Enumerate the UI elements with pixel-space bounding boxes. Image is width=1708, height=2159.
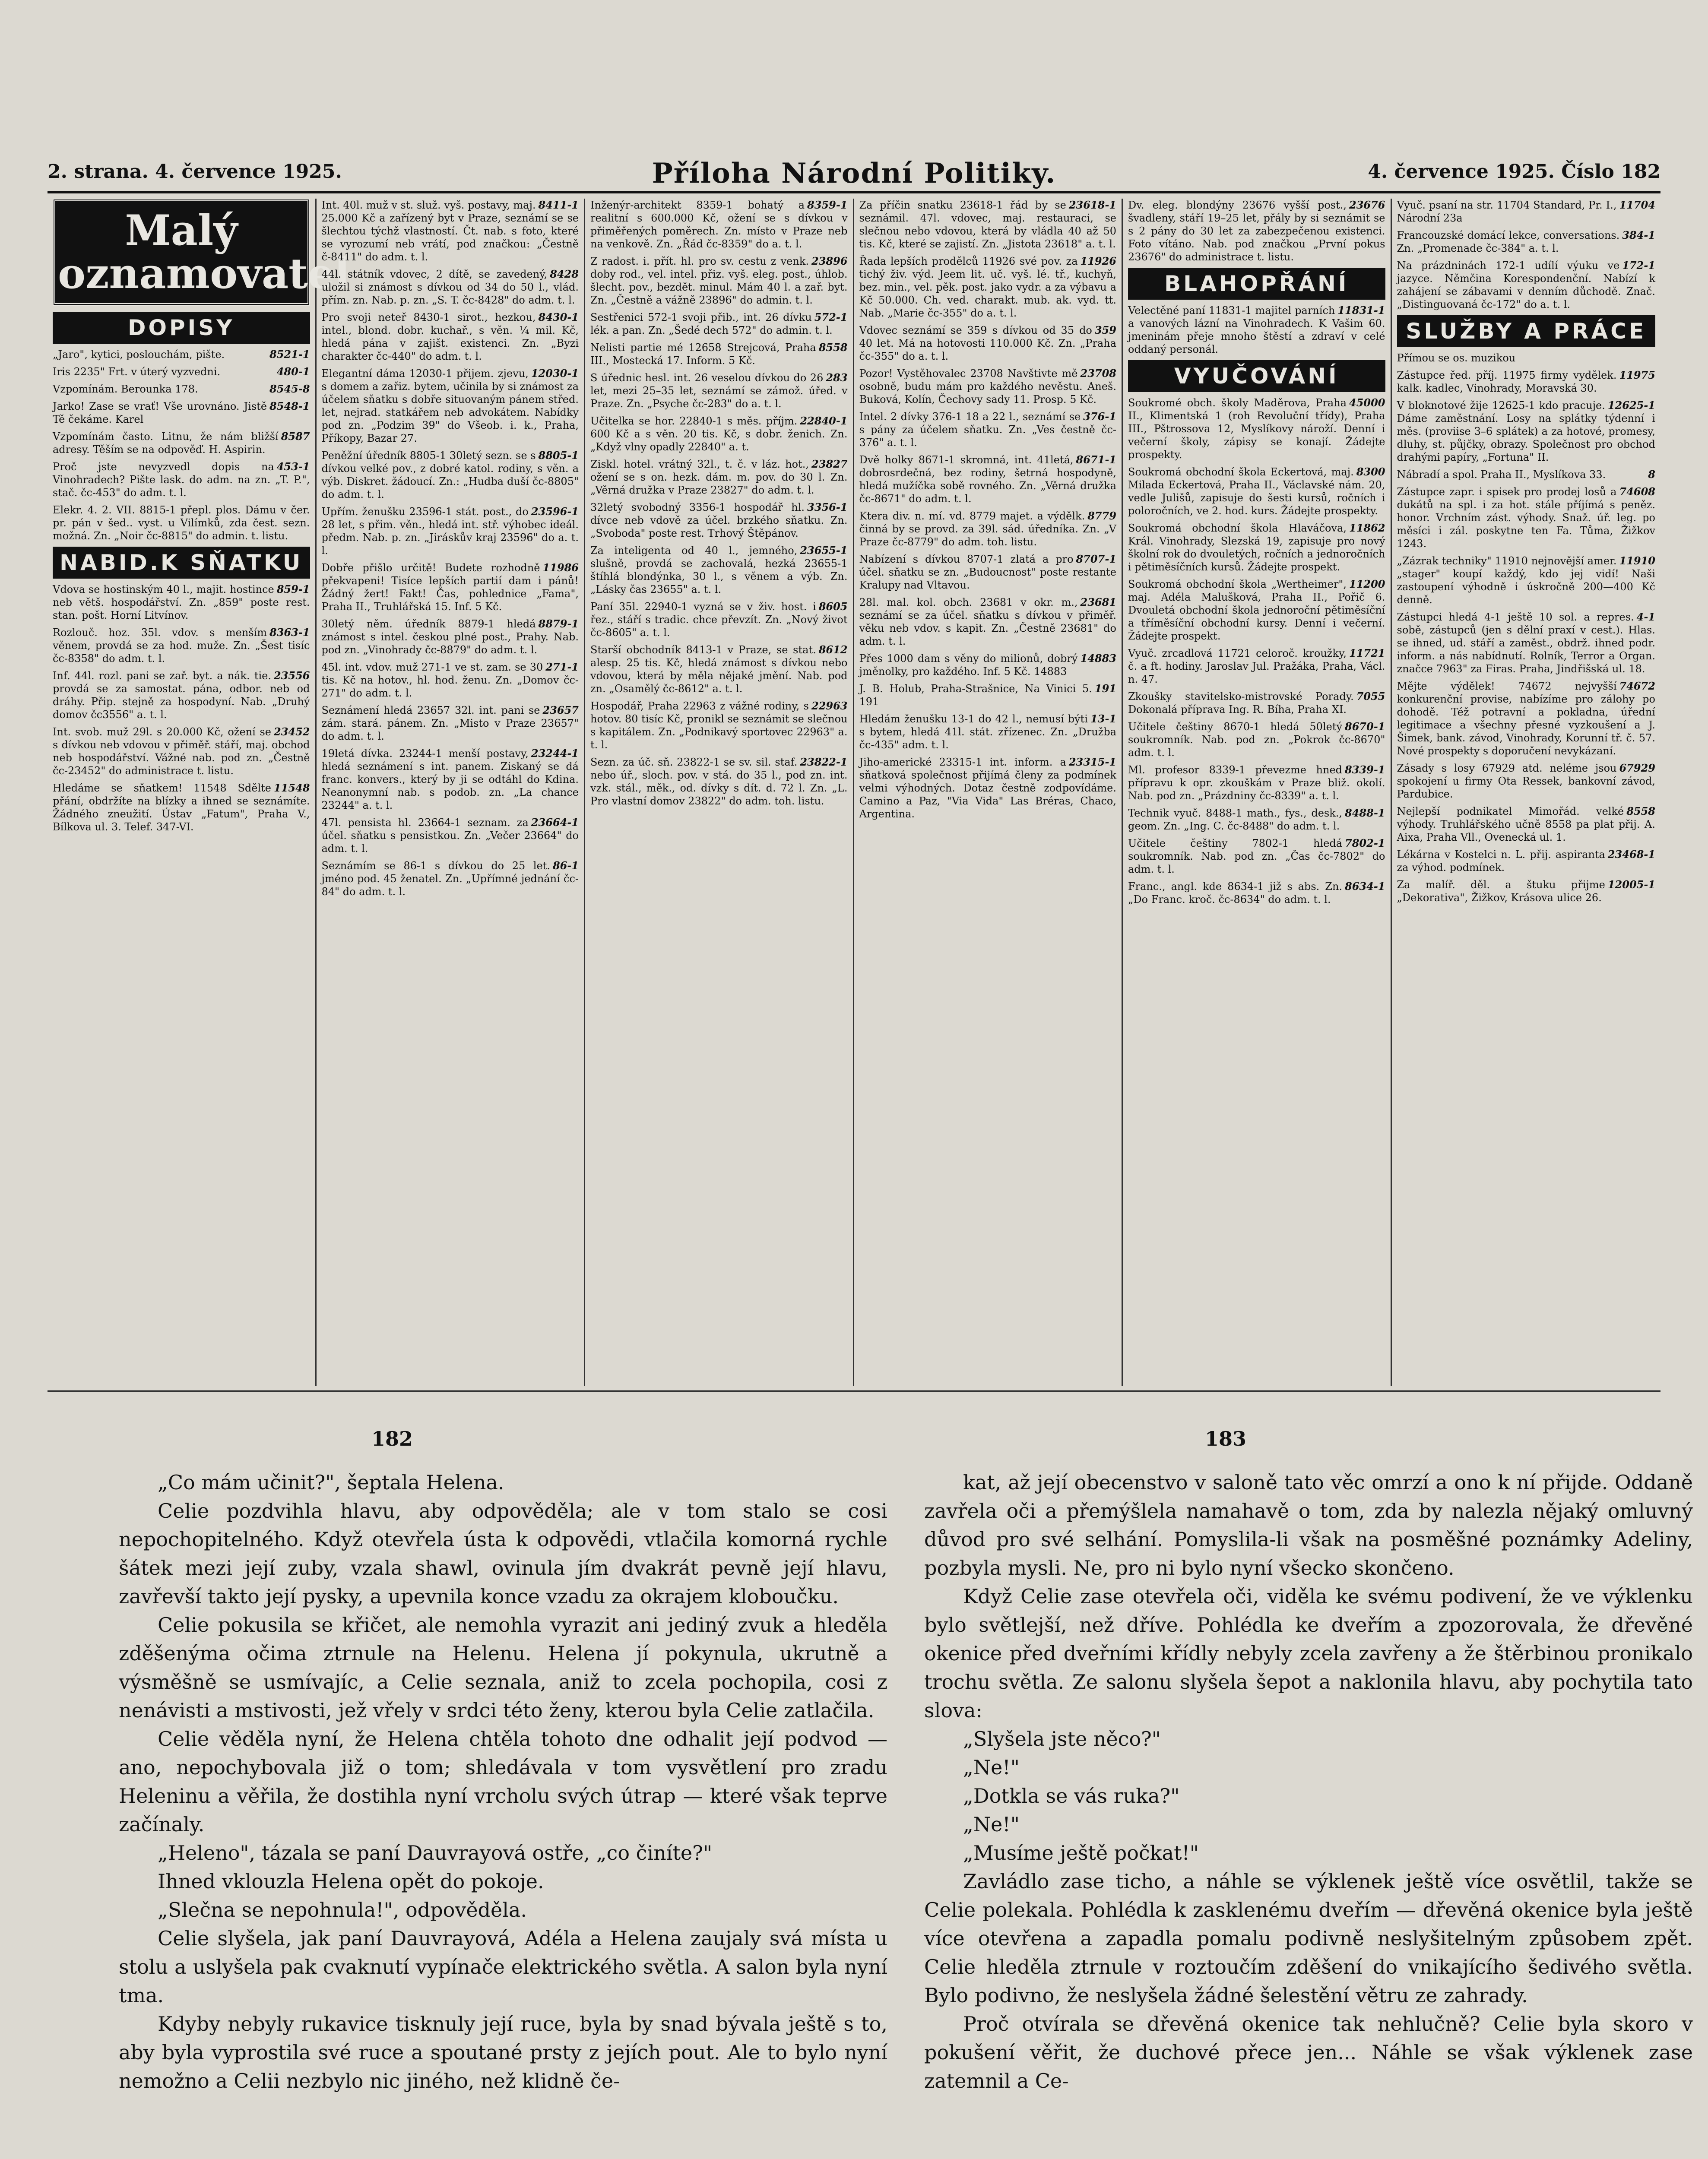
story-paragraph: Celie pokusila se křičet, ale nemohla vyrazit ani jediný zvuk a hleděla zděšenýma očima ztrnule na Helenu. Helena jí pokynula, ukrutně a výsměšně se usmívajíc, a Celie seznala, aniž to zcela pochopila, cosi z nenávisti a mstivosti, jež vřely v srdci této ženy, kterou byla Celie zatlačila. bbox=[119, 1613, 887, 1722]
ad-text: Franc., angl. kde 8634-1 již s abs. Zn. „Do Franc. kroč. čc-8634" do adm. t. l. bbox=[1128, 880, 1343, 905]
ad-text: Učitelka se hor. 22840-1 s měs. příjm. 600 Kč a s věn. 20 tis. Kč, s dobr. ženich. Zn. „Když vlny opadly 22840" a. t. bbox=[590, 415, 848, 453]
ad-text: Upřím. ženušku 23596-1 stát. post., do 28 let, s přim. věn., hledá int. stř. výhobec ideál. předm. Nab. p. zn. „Jiráskův kraj 23596" do a. t. l. bbox=[321, 506, 579, 557]
classified-ad bbox=[859, 712, 1117, 751]
page-number-left: 182 bbox=[371, 1427, 413, 1450]
classified-ad bbox=[322, 561, 579, 613]
ad-text: Hledáme se sňatkem! 11548 Sdělte přání, obdržíte na blízky a ihned se seznámíte. Žádného zneužití. Ústav „Fatum", Praha V., Bílkova ul. 3. Telef. 347-VI. bbox=[53, 782, 310, 833]
classified-ad bbox=[53, 583, 310, 622]
classified-ad bbox=[1397, 878, 1656, 904]
section-divider bbox=[48, 1390, 1660, 1392]
ad-code: 8488-1 bbox=[1345, 807, 1385, 819]
classified-ad bbox=[1128, 199, 1385, 263]
ad-code: 23896 bbox=[811, 255, 848, 267]
ad-text: Přes 1000 dam s věny do milionů, dobrý jměnolky, pro každého. Inf. 5 Kč. 14883 bbox=[859, 652, 1078, 677]
classified-ad bbox=[1397, 554, 1656, 606]
ad-text: Za inteligenta od 40 l., jemného, slušně, provdá se zachovalá, hezká 23655-1 štíhlá blondýnka, 30 l., s věnem a výb. Zn. „Lásky čas 23655" a. t. l. bbox=[590, 544, 848, 595]
story-paragraph: „Slečna se nepohnula!", odpověděla. bbox=[158, 1898, 527, 1922]
ad-code: 22963 bbox=[811, 700, 848, 712]
ad-code: 11548 bbox=[274, 782, 310, 794]
classified-ad bbox=[1397, 680, 1656, 757]
ad-code: 384-1 bbox=[1622, 229, 1655, 241]
classified-ad bbox=[590, 415, 848, 453]
story-paragraph: „Ne!" bbox=[963, 1756, 1020, 1779]
ad-text: Z radost. i. přít. hl. pro sv. cestu z venk. doby rod., vel. intel. přiz. vyš. eleg. post., úhlob. šlecht. pov., bezdět. minul. Mám 40 l. a zař. byt. Zn. „Čestně a vážně 23896" do admin. t. l. bbox=[590, 255, 848, 306]
classified-ad bbox=[1397, 351, 1656, 364]
category-heading: DOPISY bbox=[53, 312, 310, 344]
ad-text: Dvě holky 8671-1 skromná, int. 41letá, dobrosrdečná, bez rodiny, šetrná hospodyně, hledá mužíčka sobě rovného. Zn. „Věrná družka čc-8671" do adm. t. l. bbox=[859, 454, 1116, 505]
classified-ad bbox=[1397, 805, 1656, 844]
classified-ad bbox=[322, 661, 579, 700]
header-right: 4. července 1925. Číslo 182 bbox=[1368, 161, 1660, 183]
ad-text: Pozor! Vystěhovalec 23708 Navštivte mě osobně, budu mám pro každého nevěstu. Aneš. Buková, Kolín, Čechovy sady 11. Prosp. 5 Kč. bbox=[859, 367, 1116, 405]
ad-text: Nábradí a spol. Praha II., Myslíkova 33. bbox=[1397, 469, 1606, 481]
classified-ad bbox=[1397, 848, 1656, 874]
ad-code: 3356-1 bbox=[807, 501, 848, 513]
ad-code: 8545-8 bbox=[269, 383, 310, 395]
story-paragraph: Proč otvírala se dřevěná okenice tak nehlučně? Celie byla skoro v pokušení věřit, že duchové přece jen... Náhle se však výklenek zase zatemnil a Ce- bbox=[924, 2012, 1693, 2093]
ad-code: 14883 bbox=[1080, 652, 1116, 665]
ad-code: 23556 bbox=[274, 669, 310, 682]
ad-code: 8363-1 bbox=[269, 626, 310, 639]
classified-ad bbox=[322, 816, 579, 855]
classified-ad bbox=[1397, 468, 1656, 481]
classified-ad bbox=[859, 255, 1117, 320]
classified-ad bbox=[590, 255, 848, 307]
ad-text: Seznámím se 86-1 s dívkou do 25 let. jméno pod. 45 ženatel. Zn. „Upřímné jednání čc-84" do adm. t. l. bbox=[321, 860, 579, 898]
classified-ad bbox=[859, 324, 1117, 363]
ad-text: Učitele češtiny 8670-1 hledá 50letý soukromník. Nab. pod zn. „Pokrok čc-8670" adm. t. l. bbox=[1128, 721, 1385, 759]
ad-text: Francouzské domácí lekce, conversations. Zn. „Promenade čc-384" a. t. l. bbox=[1397, 229, 1620, 254]
ad-text: Technik vyuč. 8488-1 math., fys., desk., geom. Zn. „Ing. C. čc-8488" do adm. t. l. bbox=[1128, 807, 1343, 832]
story-paragraph: Celie věděla nyní, že Helena chtěla tohoto dne odhalit její podvod — ano, nepochybovala již o tom; shledávala v tom vysvětlení pro zradu Heleninu a věřila, že dostihla nyní vrcholu svých útrap — které však teprve začínaly. bbox=[119, 1727, 887, 1836]
story-paragraph: „Musíme ještě počkat!" bbox=[963, 1841, 1199, 1865]
ad-code: 7802-1 bbox=[1345, 837, 1385, 849]
ad-text: Vzpomínám. Berounka 178. bbox=[53, 383, 198, 395]
ad-text: Zásady s losy 67929 atd. neléme jsou spokojení u firmy Ota Ressek, bankovní závod, Pardubice. bbox=[1397, 762, 1655, 800]
ad-text: Paní 35l. 22940-1 vyzná se v živ. host. i řez., stáří s tradic. chce převzít. Zn. „Nový život čc-8605" a. t. l. bbox=[590, 601, 848, 639]
ad-code: 23708 bbox=[1080, 367, 1116, 380]
ad-code: 8 bbox=[1648, 468, 1655, 481]
ad-text: Elekr. 4. 2. VII. 8815-1 přepl. plos. Dámu v čer. pr. pán v šed.. vyst. u Vilímků, zda čest. sezn. možná. Zn. „Noir čc-8815" do admin. t. listu. bbox=[53, 504, 310, 542]
classified-ad bbox=[322, 859, 579, 898]
classified-ad bbox=[1128, 304, 1385, 356]
classified-ad bbox=[1397, 199, 1656, 225]
ad-code: 11721 bbox=[1349, 647, 1385, 659]
ad-text: Ml. profesor 8339-1 převezme hned přípravu k opr. zkouškám v Praze bliž. okolí. Nab. pod zn. „Prázdniny čc-8339" a. t. l. bbox=[1128, 764, 1385, 802]
classified-ad bbox=[1397, 762, 1656, 801]
classified-ad bbox=[1397, 399, 1656, 464]
ad-code: 8779 bbox=[1087, 510, 1116, 522]
ad-text: J. B. Holub, Praha-Strašnice, Na Vinici 5. 191 bbox=[859, 683, 1092, 708]
ad-text: Ziskl. hotel. vrátný 32l., t. č. v láz. hot., ožení se s on. hezk. dám. m. pov. do 30 l. Zn. „Věrná družka v Praze 23827" do adm. t. l. bbox=[590, 458, 848, 496]
classified-ad bbox=[1128, 880, 1385, 906]
ad-code: 8558 bbox=[1626, 805, 1655, 817]
ad-code: 23822-1 bbox=[800, 756, 848, 768]
ad-text: Soukromá obchodní škola „Wertheimer", maj. Adéla Malušková, Praha II., Pořič 6. Dvouletá obchodní škola jednoroční pětiměsíční a tříměsíční obchodní kursy. Denní i večerní. Žádejte prospekt. bbox=[1128, 578, 1385, 642]
ad-code: 12625-1 bbox=[1607, 399, 1655, 412]
classified-ad bbox=[322, 704, 579, 743]
classified-column bbox=[585, 199, 854, 1386]
story-paragraph: Kdyby nebyly rukavice tisknuly její ruce, byla by snad bývala ještě s to, aby byla vyprostila své ruce a spoutané prsty z jejích pout. Ale to bylo nyní nemožno a Celii nezbylo nic jiného, než klidně če- bbox=[119, 2012, 887, 2093]
classified-ad bbox=[590, 458, 848, 497]
ad-code: 8428 bbox=[550, 268, 579, 280]
ad-code: 172-1 bbox=[1622, 259, 1655, 272]
ad-code: 11862 bbox=[1349, 522, 1385, 534]
ad-code: 22840-1 bbox=[800, 415, 848, 427]
ad-code: 67929 bbox=[1619, 762, 1655, 774]
ad-text: Nelisti partie mé 12658 Strejcová, Praha III., Mostecká 17. Inform. 5 Kč. bbox=[590, 342, 816, 367]
classified-ad bbox=[590, 643, 848, 695]
ad-code: 271-1 bbox=[545, 661, 579, 673]
ad-text: Proč jste nevyzvedl dopis na Vinohradech? Pište lask. do adm. na zn. „T. P.", stač. čc-453" do adm. t. l. bbox=[53, 461, 310, 499]
classified-ad bbox=[53, 626, 310, 665]
story-paragraph: Celie slyšela, jak paní Dauvrayová, Adéla a Helena zaujaly svá místa u stolu a uslyšela pak cvaknutí vypínače elektrického světla. A salon byla nyní tma. bbox=[119, 1927, 887, 2007]
ad-code: 8671-1 bbox=[1076, 453, 1116, 466]
classified-ad bbox=[53, 460, 310, 499]
ad-code: 8558 bbox=[818, 341, 848, 354]
category-heading: VYUČOVÁNÍ bbox=[1128, 360, 1385, 392]
ad-code: 191 bbox=[1094, 682, 1116, 695]
ad-text: Inženýr-architekt 8359-1 bohatý a realitní s 600.000 Kč, ožení se s dívkou v přiměřených poměrech. Zn. místo v Praze neb na venkově. Zn. „Řád čc-8359" do a. t. l. bbox=[590, 199, 848, 250]
classified-ad bbox=[859, 453, 1117, 505]
ad-code: 23468-1 bbox=[1607, 848, 1655, 861]
ad-code: 8587 bbox=[281, 430, 310, 443]
ad-text: 30letý něm. úředník 8879-1 hledá známost s intel. českou plné post., Prahy. Nab. pod zn. „Vinohrady čc-8879" do adm. t. l. bbox=[321, 618, 579, 656]
classified-ad bbox=[590, 700, 848, 751]
classified-ad bbox=[53, 400, 310, 426]
ad-code: 13-1 bbox=[1090, 712, 1116, 725]
classified-ad bbox=[590, 199, 848, 250]
classified-ad bbox=[859, 553, 1117, 592]
classified-ad bbox=[53, 782, 310, 833]
ad-code: 572-1 bbox=[814, 311, 848, 323]
ad-code: 74672 bbox=[1619, 680, 1655, 692]
story-paragraph: „Dotkla se vás ruka?" bbox=[963, 1784, 1180, 1808]
ad-code: 8548-1 bbox=[269, 400, 310, 412]
ad-code: 8634-1 bbox=[1345, 880, 1385, 893]
ad-text: S úřednic hesl. int. 26 veselou dívkou do 26 let, mezi 25–35 let, seznámí se zámož. úřed. v Praze. Zn. „Psyche čc-283" do a. t. l. bbox=[590, 372, 848, 410]
classified-ad bbox=[322, 617, 579, 656]
ad-code: 45000 bbox=[1349, 396, 1385, 409]
classified-ad bbox=[53, 383, 310, 396]
ad-text: „Jaro", kytici, poslouchám, pište. bbox=[53, 348, 225, 361]
classified-ad bbox=[590, 371, 848, 410]
ad-code: 8359-1 bbox=[807, 199, 848, 211]
classified-ad bbox=[859, 682, 1117, 708]
ad-code: 480-1 bbox=[276, 365, 310, 378]
ad-code: 74608 bbox=[1619, 485, 1655, 498]
classified-ad bbox=[859, 367, 1117, 406]
ad-text: 19letá dívka. 23244-1 menší postavy, hledá seznámení s int. panem. Ziskaný se dá franc. konvers., který by ji se odtáhl do Kdina. Neanonymní nab. s podob. zn. „La chance 23244" a. t. l. bbox=[321, 747, 579, 811]
ad-code: 23664-1 bbox=[531, 816, 579, 829]
ad-code: 11910 bbox=[1619, 554, 1655, 567]
ad-code: 8670-1 bbox=[1345, 720, 1385, 733]
ad-text: V bloknotové žije 12625-1 kdo pracuje. Dáme zaměstnání. Losy na splátky týdenní i měs. (proviise 3–6 splátek) a za hotové, promesy, dluhy, st. půjčky, obrazy. Společnost pro obchod drahými papíry, „Fortuna" II. bbox=[1397, 399, 1655, 463]
classified-ad bbox=[1128, 720, 1385, 759]
ad-code: 11926 bbox=[1080, 255, 1116, 267]
ad-code: 8430-1 bbox=[538, 311, 579, 323]
classified-column bbox=[1123, 199, 1392, 1386]
ad-text: Lékárna v Kostelci n. L. přij. aspiranta za výhod. podmínek. bbox=[1397, 848, 1605, 874]
classified-ad bbox=[1397, 259, 1656, 311]
ad-code: 8805-1 bbox=[538, 449, 579, 462]
classified-ad bbox=[859, 199, 1117, 250]
classified-ad bbox=[1128, 690, 1385, 716]
classified-ad bbox=[590, 544, 848, 596]
ad-code: 12030-1 bbox=[531, 367, 579, 380]
ad-text: Hledám ženušku 13-1 do 42 l., nemusí býti s bytem, hledá 41l. stát. zřízenec. Zn. „Družba čc-435" adm. t. l. bbox=[859, 713, 1116, 751]
story-paragraph: „Heleno", tázala se paní Dauvrayová ostře, „co činíte?" bbox=[158, 1841, 712, 1865]
ad-text: 45l. int. vdov. muž 271-1 ve st. zam. se 30 tis. Kč na hotov., hl. hod. ženu. Zn. „Domov čc-271" do adm. t. l. bbox=[321, 661, 579, 699]
category-heading: NABID.K SŇATKU bbox=[53, 547, 310, 579]
ad-code: 11975 bbox=[1619, 369, 1655, 381]
ad-text: Zkoušky stavitelsko-mistrovské Porady. Dokonalá příprava Ing. R. Bíha, Praha XI. bbox=[1128, 690, 1354, 715]
ad-code: 23657 bbox=[542, 704, 579, 716]
ad-code: 86-1 bbox=[552, 859, 579, 872]
ad-text: Pro svoji neteř 8430-1 sirot., hezkou, intel., blond. dobr. kuchař., s věn. ¼ mil. Kč, hledá pána v zajišt. existenci. Zn. „Byzi charakter čc-440" do adm. t. l. bbox=[321, 311, 579, 362]
page-header bbox=[48, 157, 1660, 193]
ad-code: 453-1 bbox=[276, 460, 310, 473]
story-paragraph: Ihned vklouzla Helena opět do pokoje. bbox=[158, 1870, 544, 1893]
ad-text: Dobře přišlo určitě! Budete rozhodně překvapeni! Tisíce lepších partií dam i pánů! Žádný žert! Fakt! Čas, pohlednice „Fama", Praha II., Truhlářská 15. Inf. 5 Kč. bbox=[321, 562, 579, 613]
ad-code: 8707-1 bbox=[1076, 553, 1116, 565]
section-logo: Malý oznamovatel bbox=[53, 199, 310, 306]
classified-ad bbox=[1128, 807, 1385, 833]
ad-code: 283 bbox=[826, 371, 848, 384]
ad-text: Sestřenici 572-1 svoji přib., int. 26 dívku lék. a pan. Zn. „Šedé dech 572" do admin. t. l. bbox=[590, 311, 833, 336]
ad-code: 8879-1 bbox=[538, 617, 579, 630]
story-paragraph: kat, až její obecenstvo v saloně tato věc omrzí a ono k ní přijde. Oddaně zavřela oči a přemýšlela namahavě o tom, zda by nalezla nějaký omluvný důvod pro své selhání. Pomyslila-li však na posměšné poznámky Adeliny, pozbyla mysli. Ne, pro ni bylo nyní všecko skončeno. bbox=[924, 1471, 1693, 1580]
classified-ad bbox=[322, 747, 579, 812]
ad-text: Elegantní dáma 12030-1 přijem. zjevu, s domem a zařiz. bytem, učinila by si známost za účelem sňatku s dobře situovaným pánem střed. let, nejrad. statkářem neb advokátem. Nabídky pod zn. „Podzim 39" do Všeob. i. k., Praha, Příkopy, Bazar 27. bbox=[321, 367, 579, 444]
ad-code: 8411-1 bbox=[538, 199, 579, 211]
classified-ad bbox=[1128, 647, 1385, 686]
ad-text: Vyuč. zrcadlová 11721 celoroč. kroužky, č. a ft. hodiny. Jaroslav Jul. Pražáka, Praha, Václ. n. 47. bbox=[1128, 647, 1385, 685]
ad-code: 23655-1 bbox=[800, 544, 848, 557]
page-number-right: 183 bbox=[1205, 1427, 1247, 1450]
story-paragraph: „Ne!" bbox=[963, 1813, 1020, 1836]
ad-text: Seznámení hledá 23657 32l. int. pani se zám. stará. pánem. Zn. „Misto v Praze 23657" do adm. t. l. bbox=[321, 704, 579, 742]
classified-ad bbox=[322, 367, 579, 445]
ad-text: Nabízení s dívkou 8707-1 zlatá a pro účel. sňatku se zn. „Budoucnost" poste restante Kralupy nad Vltavou. bbox=[859, 553, 1116, 591]
ad-text: Sezn. za úč. sň. 23822-1 se sv. sil. staf. nebo úř., sloch. pov. v stá. do 35 l., pod zn. int. vzk. stál., měk., od. dívky s dít. d. 72 l. Zn. „L. Pro vlastní domov 23822" do adm. toh. listu. bbox=[590, 756, 848, 807]
ad-text: 44l. státník vdovec, 2 dítě, se zavedený, uložil si známost s dívkou od 34 do 50 l., vlád. přím. zn. Nab. p. zn. „S. T. čc-8428" do adm. t. l. bbox=[321, 268, 579, 306]
ad-code: 8339-1 bbox=[1345, 763, 1385, 776]
classified-ad bbox=[590, 501, 848, 540]
ad-code: 11704 bbox=[1619, 199, 1655, 211]
ad-text: Vyuč. psaní na str. 11704 Standard, Pr. I., Národní 23a bbox=[1397, 199, 1617, 224]
header-title: Příloha Národní Politiky. bbox=[652, 157, 1056, 190]
ad-code: 12005-1 bbox=[1607, 878, 1655, 891]
ad-text: Nejlepší podnikatel Mimořád. velké výhody. Truhlářského učně 8558 pa plat přij. A. Aixa, Praha Vll., Ovenecká ul. 1. bbox=[1397, 805, 1655, 843]
classified-ad bbox=[590, 341, 848, 367]
ad-text: Peněžní úředník 8805-1 30letý sezn. se s dívkou velké pov., z dobré katol. rodiny, s věn. a výb. Diskret. žádoucí. Zn.: „Hudba duší čc-8805" do adm. t. l. bbox=[321, 450, 579, 500]
ad-text: Za malíř. děl. a štuku přijme „Dekorativa", Žižkov, Krásova ulice 26. bbox=[1397, 879, 1605, 904]
classified-ad bbox=[590, 756, 848, 807]
ad-code: 8612 bbox=[818, 643, 848, 656]
ad-text: Učitele češtiny 7802-1 hledá soukromník. Nab. pod zn. „Čas čc-7802" do adm. t. l. bbox=[1128, 837, 1385, 875]
ad-code: 23681 bbox=[1080, 596, 1116, 608]
story-right-column bbox=[924, 1468, 1693, 2095]
ad-text: Přímou se os. muzikou bbox=[1397, 352, 1516, 364]
ad-text: Řada lepších prodělců 11926 své pov. za tichý živ. výd. Jeem lit. uč. vyš. lé. tř., kuchyň, bez. min., vel. pěk. post. jako vydr. a za výbavu a Kč 50.000. Ch. ved. charakt. mub. ak. vyd. tt. Nab. „Marie čc-355" do a. t. l. bbox=[859, 255, 1116, 319]
classified-ad bbox=[1128, 396, 1385, 461]
ad-text: Vzpomínám často. Litnu, že nám bližší adresy. Těším se na odpověď. H. Aspirin. bbox=[53, 431, 279, 456]
story-paragraph: Zavládlo zase ticho, a náhle se výklenek ještě více osvětlil, takže se Celie polekala. Pohlédla k zasklenému dveřím — dřevěná okenice byla ještě více otevřena a zapadla pomalu podivně neslyšitelným způsobem zpět. Celie hleděla ztrnule v roztoučím zděšení do vnikajícího šedivého světla. Bylo podivno, že neslyšela žádné šelestění větru ze zahrady. bbox=[924, 1870, 1693, 2007]
classifieds-section bbox=[48, 199, 1660, 1386]
story-paragraph: „Slyšela jste něco?" bbox=[963, 1727, 1161, 1751]
ad-code: 23244-1 bbox=[531, 747, 579, 760]
category-heading: BLAHOPŘÁNÍ bbox=[1128, 268, 1385, 300]
classified-ad bbox=[1128, 522, 1385, 573]
classified-ad bbox=[322, 268, 579, 307]
classified-ad bbox=[1128, 837, 1385, 876]
classified-ad bbox=[590, 311, 848, 337]
classified-ad bbox=[859, 756, 1117, 820]
ad-code: 359 bbox=[1094, 324, 1116, 336]
classified-ad bbox=[859, 410, 1117, 449]
ad-text: Inf. 44l. rozl. pani se zař. byt. a nák. tie. provdá se za samostat. pána, odbor. neb od dráhy. Přip. stejně za hospodyní. Nab. „Druhý domov čc3556" a. t. l. bbox=[53, 670, 310, 721]
classified-ad bbox=[859, 596, 1117, 648]
ad-code: 23618-1 bbox=[1068, 199, 1116, 211]
ad-code: 23676 bbox=[1349, 199, 1385, 211]
story-left-column bbox=[119, 1468, 887, 2095]
classified-ad bbox=[53, 430, 310, 456]
ad-code: 8605 bbox=[818, 600, 848, 613]
ad-code: 8521-1 bbox=[269, 348, 310, 361]
ad-code: 23452 bbox=[274, 725, 310, 738]
ad-text: Int. svob. muž 29l. s 20.000 Kč, ožení se s dívkou neb vdovou v přiměř. stáří, maj. obchod neb hospodářství. Vážné nab. pod zn. „Čestně čc-23452" do administrace t. listu. bbox=[53, 726, 310, 777]
ad-text: Mějte výdělek! 74672 nejvyšší konkurenční provise, nabízíme pro zálohy po dohodě. Též potravní a pokladna, úřední legitimace a všechny přesné vyzkoušení a J. Šimek, bank. závod, Vinohrady, Korunní tř. č. 57. Nové prospekty s doporučení nevykázaní. bbox=[1397, 680, 1655, 757]
ad-text: Soukromá obchodní škola Hlaváčova, Král. Vinohrady, Slezská 19, zapisuje pro nový školní rok do dvouletých, ročních a jednoročních i pětiměsíčních kursů. Žádejte prospekt. bbox=[1128, 522, 1385, 573]
classified-column bbox=[48, 199, 350, 1386]
classified-ad bbox=[1397, 485, 1656, 550]
classified-ad bbox=[53, 365, 310, 378]
classified-ad bbox=[322, 199, 579, 263]
ad-text: 32letý svobodný 3356-1 hospodář hl. dívce neb vdově za účel. brzkého sňatku. Zn. „Svoboda" poste rest. Trhový Štěpánov. bbox=[590, 501, 848, 539]
ad-text: Soukromá obchodní škola Eckertová, maj. Milada Eckertová, Praha II., Václavské nám. 20, vedle Julišů, zapisuje do šesti kursů, ročních i poloročních, ve 2. hod. kurs. Žádejte prospekty. bbox=[1128, 466, 1385, 517]
ad-text: Velectěné paní 11831-1 majitel parních a vanových lázní na Vinohradech. K Vašim 60. jmeninám přeje mnoho štěstí a zdraví v celé oddaný personál. bbox=[1128, 304, 1385, 355]
ad-text: Rozlouč. hoz. 35l. vdov. s menším věnem, provdá se za hod. muže. Zn. „Šest tisíc čc-8358" do adm. t. l. bbox=[53, 627, 310, 665]
classified-ad bbox=[1397, 611, 1656, 675]
ad-text: Zástupce řed. příj. 11975 firmy vydělek. kalk. kadlec, Vinohrady, Moravská 30. bbox=[1397, 369, 1617, 394]
classified-ad bbox=[859, 652, 1117, 678]
classified-ad bbox=[53, 725, 310, 777]
ad-code: 7055 bbox=[1356, 690, 1385, 703]
ad-text: Zástupce zapr. i spisek pro prodej losů a dukátů na spl. i za hot. stále příjímá s peněz. honor. Vrchním zást. výhody. Snaž. úř. leg. po měsíci i zál. poskytne ten Fa. Tůma, Žižkov 1243. bbox=[1397, 486, 1655, 550]
story-paragraph: Celie pozdvihla hlavu, aby odpověděla; ale v tom stalo se cosi nepochopitelného. Když otevřela ústa k odpovědi, vtlačila komorná rychle šátek mezi její zuby, vzala shawl, ovinula jím dvakrát pevně její hlavu, zavřevší takto její pysky, a upevnila konce vzadu za okrajem kloboučku. bbox=[119, 1499, 887, 1608]
ad-code: 23827 bbox=[811, 458, 848, 470]
classified-column bbox=[317, 199, 586, 1386]
ad-text: Soukromé obch. školy Maděrova, Praha II., Klimentská 1 (roh Revoluční třídy), Praha III., Pštrossova 12, Myslíkovy nároží. Denní i večerní školy, zápisy se konají. Žádejte prospekty. bbox=[1128, 397, 1385, 461]
ad-text: Int. 40l. muž v st. služ. vyš. postavy, maj. 25.000 Kč a zařízený byt v Praze, seznámí se se šlechtou týchž vlastností. Čt. nab. s foto, které se vyrozumí neb vrátí, pod značkou: „Čestně č-8411" do adm. t. l. bbox=[321, 199, 579, 263]
ad-text: Jiho-americké 23315-1 int. inform. a sňatková společnost přijímá členy za podmínek velmi výhodných. Dotaz čestně zodpovídáme. Camino a Paz, "Via Vida" Las Bréras, Chaco, Argentina. bbox=[859, 756, 1116, 820]
ad-text: 28l. mal. kol. obch. 23681 v okr. m., seznámí se za účel. sňatku s dívkou v přiměř. věku neb vdov. s kapit. Zn. „Čestně 23681" do adm. t. l. bbox=[859, 596, 1116, 647]
ad-code: 859-1 bbox=[276, 583, 310, 595]
classified-ad bbox=[322, 449, 579, 501]
classified-column bbox=[854, 199, 1123, 1386]
ad-code: 8300 bbox=[1356, 465, 1385, 478]
classified-ad bbox=[1397, 369, 1656, 395]
ad-text: Starší obchodník 8413-1 v Praze, se stat. alesp. 25 tis. Kč, hledá známost s dívkou nebo vdovou, která by měla nějaké jmění. Nab. pod zn. „Osamělý čc-8612" a. t. l. bbox=[590, 644, 848, 695]
ad-text: Vdova se hostinským 40 l., majit. hostince neb větš. hospodářství. Zn. „859" poste rest. stan. pošt. Horní Litvínov. bbox=[53, 583, 310, 621]
ad-code: 11986 bbox=[542, 561, 579, 574]
ad-text: Zástupci hledá 4-1 ještě 10 sol. a repres. sobě, zástupců (jen s dělní praxí v cest.). Hlas. se ihned, ud. stáří a zaměst., obdrž. ihned podr. inform. a nás nabídnutí. Rolník, Terror a Organ. značce 7963" za Firas. Praha, Jindřišská ul. 18. bbox=[1397, 611, 1655, 675]
classified-ad bbox=[1128, 763, 1385, 802]
classified-ad bbox=[322, 311, 579, 363]
story-paragraph: „Co mám učinit?", šeptala Helena. bbox=[158, 1471, 504, 1494]
classified-ad bbox=[1397, 229, 1656, 255]
ad-text: Iris 2235" Frt. v úterý vyzvedni. bbox=[53, 366, 221, 378]
ad-text: Jarko! Zase se vrať! Vše urovnáno. Jistě Tě čekáme. Karel bbox=[53, 400, 267, 425]
classified-ad bbox=[1128, 578, 1385, 643]
classified-ad bbox=[590, 600, 848, 639]
ad-code: 4-1 bbox=[1636, 611, 1655, 623]
ad-text: Za příčin snatku 23618-1 řád by se seznámil. 47l. vdovec, maj. restauraci, se slečnou nebo vdovou, která by vládla 40 až 50 tis. Kč, které se zajistí. Zn. „Jistota 23618" a. t. l. bbox=[859, 199, 1116, 250]
ad-code: 23315-1 bbox=[1068, 756, 1116, 768]
ad-code: 11831-1 bbox=[1337, 304, 1385, 317]
story-paragraph: Když Celie zase otevřela oči, viděla ke svému podivení, že ve výklenku bylo světlejší, než dříve. Pohlédla ke dveřím a zpozorovala, že dřevěné okenice před dveřními křídly nebyly zcela zavřeny a že štěrbinou pronikalo trochu světla. Ze salonu slyšela šepot a naklonila hlavu, aby pochytila tato slova: bbox=[924, 1585, 1693, 1722]
ad-text: Vdovec seznámí se 359 s dívkou od 35 do 40 let. Má na hotovosti 110.000 Kč. Zn. „Praha čc-355" do a. t. l. bbox=[859, 324, 1116, 362]
ad-text: Ktera div. n. mí. vd. 8779 majet. a výdělk. činná by se provd. za 39l. sád. úředníka. Zn. „V Praze čc-8779" do adm. toh. listu. bbox=[859, 510, 1116, 548]
ad-text: „Zázrak techniky" 11910 nejnovější amer. „stager" koupí každý, kdo jej vidí! Naši zastoupení výhodně i úskročně 200—400 Kč denně. bbox=[1397, 555, 1655, 606]
ad-text: 47l. pensista hl. 23664-1 seznam. za účel. sňatku s pensistkou. Zn. „Večer 23664" do adm. t. l. bbox=[321, 817, 579, 855]
ad-code: 23596-1 bbox=[531, 505, 579, 518]
ad-code: 11200 bbox=[1349, 578, 1385, 590]
classified-ad bbox=[53, 348, 310, 361]
ad-text: Intel. 2 dívky 376-1 18 a 22 l., seznámí se s pány za účelem sňatku. Zn. „Ves čestně čc-376" a. t. l. bbox=[859, 411, 1116, 449]
classified-ad bbox=[53, 669, 310, 721]
classified-column bbox=[1392, 199, 1661, 1386]
ad-text: Dv. eleg. blondýny 23676 vyšší post., švadleny, stáří 19–25 let, přály by si seznámit se s 2 pány do 30 let za zabezpečenou existenci. Foto vítáno. Nab. pod značkou „První pokus 23676" do administrace t. listu. bbox=[1128, 199, 1385, 263]
classified-ad bbox=[1128, 465, 1385, 517]
category-heading: SLUŽBY A PRÁCE bbox=[1397, 315, 1656, 347]
classified-ad bbox=[53, 503, 310, 542]
ad-text: Hospodář, Praha 22963 z vážné rodiny, s hotov. 80 tisíc Kč, pronikl se seznámit se slečnou s kapitálem. Zn. „Podnikavý sportovec 22963" a. t. l. bbox=[590, 700, 848, 751]
classified-ad bbox=[322, 505, 579, 557]
header-left: 2. strana. 4. července 1925. bbox=[48, 161, 342, 183]
classified-ad bbox=[859, 510, 1117, 548]
ad-code: 376-1 bbox=[1083, 410, 1116, 423]
ad-text: Na prázdninách 172-1 udílí výuku ve jazyce. Němčina Korespondenční. Nabízí k zahájení se zábavami v denním důchodě. Znač. „Distinguovaná čc-172" do a. t. l. bbox=[1397, 260, 1655, 310]
